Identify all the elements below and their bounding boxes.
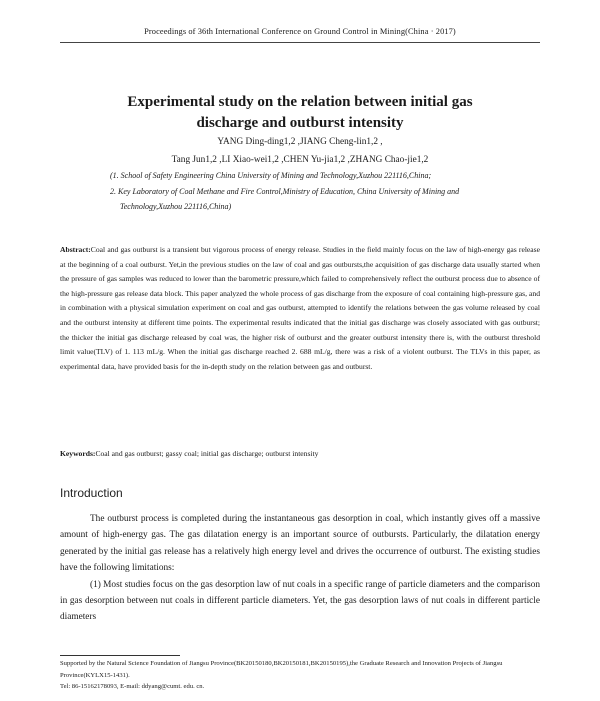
body-text [60,511,540,626]
abstract-label: Abstract: [60,245,91,254]
footnote-contact: Tel: 86-15162178093, E-mail: ddyang@cumt. edu. cn. [60,683,205,691]
paragraph-1: The outburst process is completed during the instantaneous gas desorption in coal, which instantly gives off a massive amount of high-energy gas. The gas dilatation energy is an important source of outbursts. Particularly, the dilatation energy generated by the initial gas release has a relatively high energy level and drives the occurrence of outburst. The existing studies have the following limitations: [60,514,540,574]
footnote-funding: Supported by the Natural Science Foundation of Jiangsu Province(BK20150180,BK20150181,BK20150195),the Graduate Research and Innovation Projects of Jiangsu Province(KYLX15-1431). [60,660,503,679]
authors-line-1: YANG Ding-ding1,2 ,JIANG Cheng-lin1,2 , [217,137,383,147]
keywords-text: Coal and gas outburst; gassy coal; initial gas discharge; outburst intensity [95,449,319,458]
abstract [60,243,540,374]
affiliations [110,168,510,215]
paper-title [60,92,540,134]
affiliation-2: 2. Key Laboratory of Coal Methane and Fire Control,Ministry of Education, China University of Mining and Technology,Xuzhou 221116,China) [110,187,460,211]
affiliation-1: (1. School of Safety Engineering China University of Mining and Technology,Xuzhou 221116,China; [110,171,432,180]
author-list [60,133,540,169]
keywords [60,449,540,458]
running-header: Proceedings of 36th International Conference on Ground Control in Mining(China · 2017) [144,27,456,36]
header-rule [60,42,540,43]
footnote [60,658,545,693]
title-line-1: Experimental study on the relation between initial gas [127,94,473,110]
authors-line-2: Tang Jun1,2 ,LI Xiao-wei1,2 ,CHEN Yu-jia1,2 ,ZHANG Chao-jie1,2 [171,155,429,165]
paragraph-2: (1) Most studies focus on the gas desorption law of nut coals in a specific range of particle diameters and the comparison in gas desorption between nut coals in different particle diameters. Yet, the gas desorption laws of nut coals in different particle diameters [60,579,540,623]
title-line-2: discharge and outburst intensity [196,115,404,131]
keywords-label: Keywords: [60,449,96,458]
section-heading-introduction: Introduction [60,486,123,500]
abstract-text: Coal and gas outburst is a transient but vigorous process of energy release. Studies in the field mainly focus on the law of high-energy gas release at the beginning of a coal outburst. Yet,in the previous studies on the law of coal and gas outbursts,the acquisition of gas discharge data usually started when the pressure of gas samples was reduced to lower than the barometric pressure,which failed to comprehensively reflect the outburst process due to absence of the high-pressure gas release data block. This paper analyzed the whole process of gas discharge from the exposure of coal containing high-pressure gas, and in combination with a physical simulation experiment on coal and gas outburst, attempted to identify the relations between the gas volume released by coal and the outburst intensity at different time points. The experimental results indicated that the initial gas discharge was closely associated with gas outburst; the thicker the initial gas discharge released by coal was, the higher risk of outburst and the greater outburst intensity there is, with the outburst threshold limit value(TLV) of 1. 113 mL/g. When the initial gas discharge reached 2. 688 mL/g, there was a risk of a violent outburst. The TLVs in this paper, as experimental data, have provided basis for the in-depth study on the relation between gas and outburst. [60,245,540,371]
footnote-rule [60,655,180,656]
